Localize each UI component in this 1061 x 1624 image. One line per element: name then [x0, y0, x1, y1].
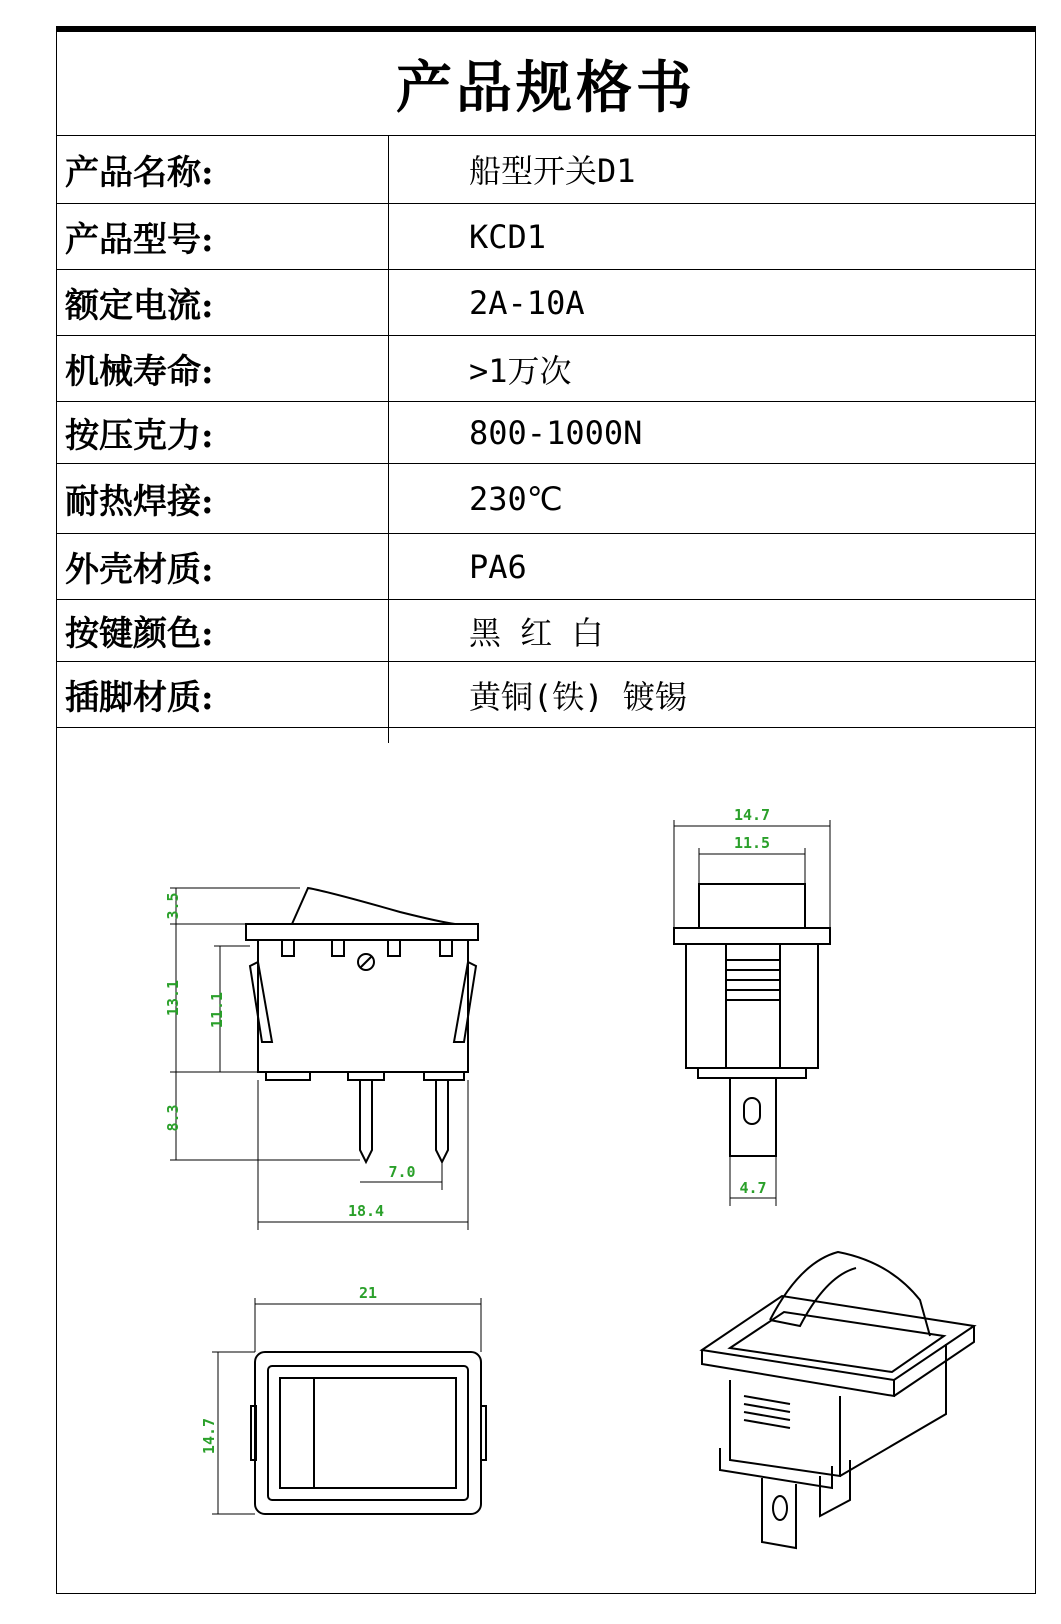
dim-label-front-inner-width: 11.5 — [733, 834, 771, 852]
spec-value: 船型开关D1 — [469, 152, 636, 190]
spec-label: 插脚材质: — [65, 678, 214, 718]
dim-label-body-width: 18.4 — [347, 1202, 385, 1220]
dim-label-inner-height: 11.1 — [208, 991, 226, 1029]
spec-value: 黑 红 白 — [469, 613, 604, 652]
dim-label-top-width: 21 — [358, 1284, 378, 1302]
spec-value: >1万次 — [469, 351, 572, 390]
spec-value: 黄铜(铁) 镀锡 — [469, 677, 687, 716]
dim-label-front-outer-width: 14.7 — [733, 806, 771, 824]
spec-label: 产品名称: — [65, 152, 214, 193]
spec-label: 额定电流: — [65, 286, 214, 326]
spec-value: 800-1000N — [469, 413, 643, 452]
isometric-view-drawing — [702, 1252, 974, 1548]
dim-label-body-height: 13.1 — [164, 979, 182, 1017]
spec-value: PA6 — [469, 547, 527, 586]
dim-label-rocker-height: 3.5 — [164, 892, 182, 920]
dim-label-pin-spacing: 7.0 — [388, 1163, 416, 1181]
spec-label: 耐热焊接: — [65, 482, 214, 522]
spec-value: KCD1 — [469, 217, 547, 256]
spec-value: 230℃ — [469, 479, 563, 518]
dim-label-pin-length: 8.3 — [164, 1104, 182, 1132]
dim-label-top-height: 14.7 — [200, 1417, 218, 1455]
spec-label: 产品型号: — [65, 220, 214, 260]
spec-label: 外壳材质: — [65, 550, 214, 590]
spec-label: 机械寿命: — [65, 352, 214, 392]
spec-label: 按压克力: — [65, 416, 214, 456]
dim-label-pin-width: 4.7 — [739, 1179, 767, 1197]
spec-value: 2A-10A — [469, 283, 585, 322]
front-view-drawing — [674, 884, 830, 1156]
spec-label: 按键颜色: — [65, 614, 214, 654]
page-title: 产品规格书 — [57, 32, 1035, 136]
side-view-drawing — [246, 888, 478, 1162]
top-view-drawing — [251, 1352, 486, 1514]
